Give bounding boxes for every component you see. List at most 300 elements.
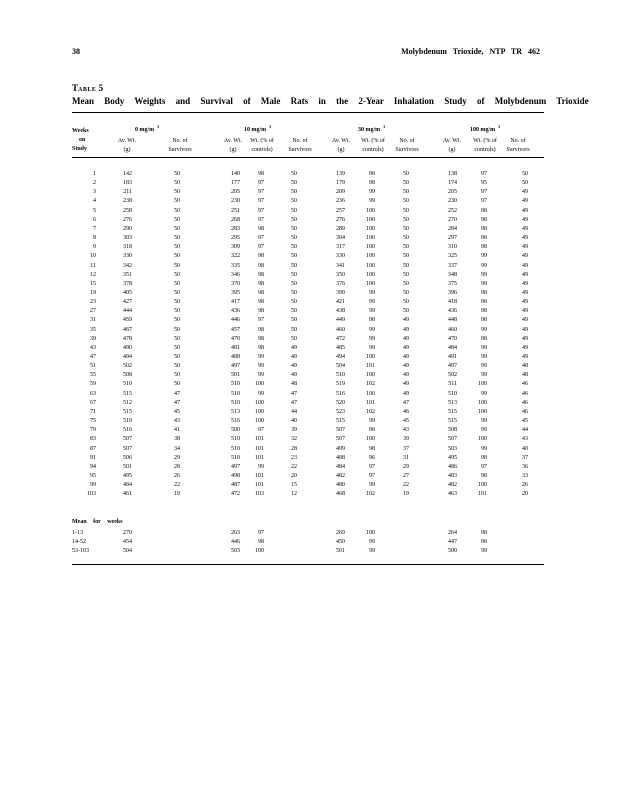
table-cell: 50 (174, 262, 180, 269)
table-cell: 99 (481, 445, 487, 452)
table-cell: 309 (231, 244, 240, 251)
mean-cell: 97 (258, 530, 264, 536)
week-cell: 23 (90, 299, 96, 306)
table-cell: 100 (366, 244, 375, 251)
mean-cell: 454 (123, 539, 132, 545)
table-cell: 418 (448, 299, 457, 306)
table-cell: 28 (174, 463, 180, 470)
table-cell: 47 (174, 399, 180, 406)
subheader-av-wt: Av. Wt. (117, 138, 137, 144)
table-cell: 50 (291, 216, 297, 223)
table-cell: 50 (174, 225, 180, 232)
table-cell: 488 (336, 454, 345, 461)
table-cell: 318 (123, 244, 132, 251)
table-cell: 40 (522, 445, 528, 452)
table-cell: 289 (336, 225, 345, 232)
table-cell: 50 (291, 225, 297, 232)
table-cell: 97 (481, 171, 487, 177)
table-cell: 50 (291, 207, 297, 214)
table-cell: 251 (231, 207, 240, 214)
table-cell: 100 (255, 399, 264, 406)
week-cell: 15 (90, 280, 96, 287)
table-cell: 520 (336, 399, 345, 406)
week-cell: 83 (90, 436, 96, 443)
table-cell: 12 (291, 491, 297, 498)
table-cell: 50 (174, 235, 180, 242)
table-cell: 297 (448, 235, 457, 242)
table-cell: 268 (231, 216, 240, 223)
table-cell: 50 (174, 317, 180, 324)
dose-group-superscript: 3 (269, 124, 272, 129)
table-cell: 45 (403, 418, 409, 425)
table-cell: 486 (448, 463, 457, 470)
table-cell: 49 (522, 271, 528, 278)
table-cell: 44 (291, 408, 297, 415)
table-cell: 49 (291, 363, 297, 370)
table-cell: 330 (123, 253, 132, 260)
table-cell: 49 (522, 207, 528, 214)
table-cell: 50 (403, 244, 409, 251)
table-cell: 46 (522, 408, 528, 415)
dose-group-superscript: 3 (383, 124, 386, 129)
table-cell: 510 (231, 390, 240, 397)
table-cell: 515 (123, 390, 132, 397)
table-cell: 100 (366, 207, 375, 214)
table-cell: 179 (336, 180, 345, 187)
table-cell: 50 (291, 189, 297, 196)
table-cell: 47 (291, 399, 297, 406)
table-cell: 494 (336, 354, 345, 360)
table-cell: 98 (258, 262, 264, 269)
table-cell: 501 (123, 463, 132, 470)
table-cell: 100 (366, 216, 375, 223)
table-cell: 49 (522, 262, 528, 269)
table-cell: 488 (231, 354, 240, 360)
table-cell: 515 (448, 408, 457, 415)
subheader-survivors: Survivors (395, 147, 419, 153)
table-cell: 49 (522, 326, 528, 333)
table-cell: 19 (403, 491, 409, 498)
table-cell: 102 (366, 408, 375, 415)
subheader-av-wt: Av. Wt. (331, 138, 351, 144)
table-cell: 101 (366, 363, 375, 370)
table-cell: 516 (336, 390, 345, 397)
table-cell: 23 (291, 454, 297, 461)
table-cell: 50 (403, 216, 409, 223)
table-cell: 304 (336, 235, 345, 242)
table-cell: 100 (478, 436, 487, 443)
table-cell: 99 (481, 326, 487, 333)
table-cell: 322 (231, 253, 240, 260)
table-cell: 100 (366, 262, 375, 269)
mean-cell: 98 (258, 539, 264, 545)
table-cell: 513 (448, 399, 457, 406)
table-cell: 99 (481, 280, 487, 287)
table-cell: 22 (174, 482, 180, 489)
table-label-prefix: T (72, 83, 79, 93)
week-cell: 6 (93, 216, 96, 223)
table-cell: 523 (336, 408, 345, 415)
table-cell: 49 (522, 289, 528, 296)
table-cell: 142 (123, 171, 132, 177)
table-cell: 99 (369, 482, 375, 489)
table-cell: 290 (123, 225, 132, 232)
subheader-av-wt: (g) (448, 147, 456, 153)
table-cell: 100 (366, 436, 375, 443)
table-cell: 50 (403, 308, 409, 315)
table-cell: 20 (291, 472, 297, 479)
table-cell: 100 (255, 408, 264, 415)
table-cell: 511 (448, 381, 457, 388)
table-cell: 99 (369, 335, 375, 342)
table-cell: 100 (366, 354, 375, 360)
table-cell: 50 (174, 363, 180, 370)
table-cell: 258 (123, 207, 132, 214)
table-cell: 46 (403, 408, 409, 415)
table-cell: 50 (522, 171, 528, 177)
table-cell: 49 (522, 216, 528, 223)
table-cell: 50 (174, 244, 180, 251)
row-header-line: Weeks (72, 128, 89, 134)
table-cell: 484 (448, 344, 457, 351)
table-cell: 98 (369, 445, 375, 452)
table-cell: 399 (336, 289, 345, 296)
table-cell: 510 (123, 381, 132, 388)
table-cell: 99 (369, 198, 375, 205)
table-cell: 49 (403, 354, 409, 360)
week-cell: 35 (90, 326, 96, 333)
table-cell: 98 (481, 454, 487, 461)
table-cell: 49 (522, 235, 528, 242)
table-cell: 50 (174, 216, 180, 223)
table-cell: 499 (336, 445, 345, 452)
mean-cell: 100 (255, 548, 264, 554)
table-cell: 100 (478, 399, 487, 406)
table-cell: 510 (231, 399, 240, 406)
week-cell: 4 (93, 198, 96, 205)
table-cell: 482 (336, 472, 345, 479)
table-cell: 50 (291, 198, 297, 205)
table-cell: 205 (231, 189, 240, 196)
table-cell: 97 (258, 235, 264, 242)
table-cell: 351 (123, 271, 132, 278)
table-cell: 470 (231, 335, 240, 342)
dose-group-header (470, 124, 500, 133)
dose-group-header (358, 124, 385, 133)
table-cell: 99 (481, 344, 487, 351)
table-cell: 99 (369, 418, 375, 425)
table-cell: 238 (123, 198, 132, 205)
table-cell: 49 (522, 317, 528, 324)
mean-cell: 450 (336, 539, 345, 545)
table-cell: 472 (231, 491, 240, 498)
table-cell: 95 (481, 180, 487, 187)
table-cell: 396 (448, 289, 457, 296)
table-cell: 470 (448, 335, 457, 342)
table-cell: 97 (258, 189, 264, 196)
table-cell: 50 (403, 225, 409, 232)
table-cell: 43 (403, 427, 409, 434)
table-cell: 99 (481, 354, 487, 360)
table-cell: 495 (123, 472, 132, 479)
table-cell: 49 (522, 225, 528, 232)
week-cell: 91 (90, 454, 96, 461)
table-cell: 101 (366, 399, 375, 406)
table-cell: 50 (291, 280, 297, 287)
mean-cell: 99 (369, 539, 375, 545)
table-cell: 50 (291, 262, 297, 269)
table-cell: 484 (123, 482, 132, 489)
table-cell: 98 (369, 171, 375, 177)
table-cell: 98 (258, 335, 264, 342)
table-cell: 50 (174, 344, 180, 351)
table-cell: 485 (336, 344, 345, 351)
table-cell: 484 (336, 463, 345, 470)
table-cell: 138 (448, 171, 457, 177)
table-cell: 47 (174, 390, 180, 397)
table-cell: 97 (481, 463, 487, 470)
table-cell: 99 (369, 299, 375, 306)
table-cell: 48 (291, 381, 297, 388)
table-cell: 497 (448, 363, 457, 370)
table-cell: 50 (174, 354, 180, 360)
week-cell: 94 (90, 463, 96, 470)
mean-cell: 98 (481, 539, 487, 545)
table-cell: 46 (522, 390, 528, 397)
table-cell: 444 (123, 308, 132, 315)
week-cell: 5 (93, 207, 96, 214)
week-cell: 63 (90, 390, 96, 397)
mean-cell: 98 (481, 530, 487, 536)
mean-cell: 263 (231, 530, 240, 536)
table-cell: 97 (369, 463, 375, 470)
table-cell: 101 (255, 472, 264, 479)
table-cell: 378 (123, 280, 132, 287)
table-cell: 512 (123, 399, 132, 406)
table-cell: 50 (291, 253, 297, 260)
table-cell: 463 (448, 491, 457, 498)
table-cell: 49 (403, 363, 409, 370)
table-cell: 100 (366, 235, 375, 242)
table-cell: 102 (366, 491, 375, 498)
table-cell: 50 (291, 235, 297, 242)
subheader-survivors: No. of (292, 138, 308, 144)
mean-cell: 504 (123, 548, 132, 554)
table-cell: 483 (448, 472, 457, 479)
table-cell: 101 (255, 436, 264, 443)
table-cell: 49 (403, 344, 409, 351)
table-cell: 438 (336, 308, 345, 315)
dose-group-label: 10 mg/m (244, 127, 267, 133)
dose-group-label: 0 mg/m (135, 127, 155, 133)
subheader-pct-controls: controls) (362, 147, 384, 153)
subheader-av-wt: (g) (229, 147, 237, 153)
table-cell: 97 (258, 180, 264, 187)
table-cell: 98 (481, 299, 487, 306)
table-cell: 335 (231, 262, 240, 269)
table-cell: 49 (403, 317, 409, 324)
table-cell: 26 (522, 482, 528, 489)
page-number: 38 (72, 47, 80, 56)
table-cell: 49 (522, 280, 528, 287)
table-cell: 99 (258, 372, 264, 379)
table-cell: 348 (448, 271, 457, 278)
week-cell: 27 (90, 308, 96, 315)
subheader-av-wt: Av. Wt. (223, 138, 243, 144)
table-cell: 510 (231, 454, 240, 461)
subheader-survivors: No. of (172, 138, 188, 144)
row-header-line: Study (72, 146, 88, 152)
table-cell: 98 (481, 308, 487, 315)
dose-group-label: 100 mg/m (470, 127, 496, 133)
week-cell: 31 (90, 317, 96, 324)
table-cell: 482 (448, 482, 457, 489)
table-cell: 346 (231, 271, 240, 278)
table-cell: 99 (481, 271, 487, 278)
table-cell: 436 (448, 308, 457, 315)
subheader-pct-controls: Wt. (% of (473, 138, 497, 144)
table-cell: 50 (291, 271, 297, 278)
dose-group-label: 30 mg/m (358, 127, 381, 133)
table-cell: 100 (366, 372, 375, 379)
table-cell: 417 (231, 299, 240, 306)
table-cell: 100 (366, 271, 375, 278)
week-cell: 3 (93, 189, 96, 196)
table-cell: 49 (291, 344, 297, 351)
table-cell: 276 (336, 216, 345, 223)
table-cell: 98 (481, 289, 487, 296)
table-cell: 472 (336, 335, 345, 342)
table-cell: 39 (291, 427, 297, 434)
table-cell: 48 (522, 372, 528, 379)
table-cell: 102 (366, 381, 375, 388)
table-cell: 50 (291, 308, 297, 315)
table-cell: 506 (123, 454, 132, 461)
table-cell: 317 (336, 244, 345, 251)
table-cell: 49 (522, 335, 528, 342)
subheader-pct-controls: controls) (474, 147, 496, 153)
table-cell: 508 (448, 427, 457, 434)
table-cell: 20 (522, 491, 528, 498)
table-cell: 446 (231, 317, 240, 324)
week-cell: 11 (90, 262, 96, 269)
table-cell: 49 (522, 354, 528, 360)
mean-cell: 270 (123, 530, 132, 536)
table-cell: 50 (291, 317, 297, 324)
table-cell: 45 (522, 418, 528, 425)
table-cell: 47 (403, 399, 409, 406)
table-cell: 97 (258, 244, 264, 251)
table-cell: 50 (174, 189, 180, 196)
table-cell: 516 (231, 418, 240, 425)
table-cell: 205 (448, 189, 457, 196)
table-cell: 101 (255, 445, 264, 452)
table-cell: 252 (448, 207, 457, 214)
table-cell: 98 (258, 280, 264, 287)
table-bottom-rule (72, 564, 544, 565)
table-cell: 211 (123, 189, 132, 196)
table-cell: 31 (403, 454, 409, 461)
table-cell: 139 (336, 171, 345, 177)
table-cell: 36 (522, 463, 528, 470)
table-cell: 341 (336, 262, 345, 269)
table-cell: 97 (258, 317, 264, 324)
table-cell: 337 (448, 262, 457, 269)
table-cell: 257 (336, 207, 345, 214)
table-cell: 97 (258, 198, 264, 205)
table-cell: 100 (255, 381, 264, 388)
table-cell: 49 (522, 253, 528, 260)
week-cell: 19 (90, 289, 96, 296)
week-cell: 103 (87, 491, 96, 498)
week-cell: 9 (93, 244, 96, 251)
table-cell: 97 (481, 189, 487, 196)
table-cell: 98 (481, 335, 487, 342)
subheader-survivors: Survivors (168, 147, 192, 153)
table-cell: 50 (174, 207, 180, 214)
table-cell: 270 (448, 216, 457, 223)
mean-period-label: 53-103 (72, 548, 89, 554)
table-cell: 100 (255, 418, 264, 425)
table-cell: 100 (478, 381, 487, 388)
table-cell: 495 (448, 454, 457, 461)
table-cell: 39 (403, 436, 409, 443)
table-cell: 101 (255, 482, 264, 489)
table-cell: 427 (123, 299, 132, 306)
table-cell: 29 (174, 454, 180, 461)
table-cell: 34 (174, 445, 180, 452)
table-cell: 98 (369, 180, 375, 187)
table-cell: 236 (336, 198, 345, 205)
table-cell: 468 (336, 491, 345, 498)
table-cell: 498 (231, 472, 240, 479)
dose-group-header (244, 124, 271, 133)
table-cell: 98 (258, 308, 264, 315)
table-cell: 97 (369, 472, 375, 479)
table-cell: 448 (448, 317, 457, 324)
table-cell: 50 (174, 381, 180, 388)
table-cell: 98 (481, 472, 487, 479)
table-cell: 98 (481, 317, 487, 324)
table-cell: 50 (403, 235, 409, 242)
table-cell: 46 (522, 399, 528, 406)
week-cell: 10 (90, 253, 96, 260)
table-cell: 97 (258, 216, 264, 223)
table-cell: 98 (481, 225, 487, 232)
table-cell: 370 (231, 280, 240, 287)
table-cell: 99 (481, 262, 487, 269)
table-cell: 100 (366, 225, 375, 232)
subheader-pct-controls: controls) (251, 147, 273, 153)
mean-cell: 500 (448, 548, 457, 554)
mean-cell: 99 (481, 548, 487, 554)
table-cell: 350 (336, 271, 345, 278)
table-cell: 103 (255, 491, 264, 498)
table-cell: 310 (448, 244, 457, 251)
dose-group-superscript: 3 (498, 124, 501, 129)
table-cell: 49 (291, 372, 297, 379)
table-cell: 50 (403, 280, 409, 287)
table-cell: 22 (403, 482, 409, 489)
table-cell: 99 (369, 189, 375, 196)
table-cell: 98 (481, 207, 487, 214)
table-cell: 405 (123, 289, 132, 296)
table-cell: 508 (123, 372, 132, 379)
table-label (72, 83, 103, 93)
table-cell: 32 (291, 436, 297, 443)
table-cell: 26 (174, 472, 180, 479)
mean-period-label: 1-13 (72, 530, 83, 536)
